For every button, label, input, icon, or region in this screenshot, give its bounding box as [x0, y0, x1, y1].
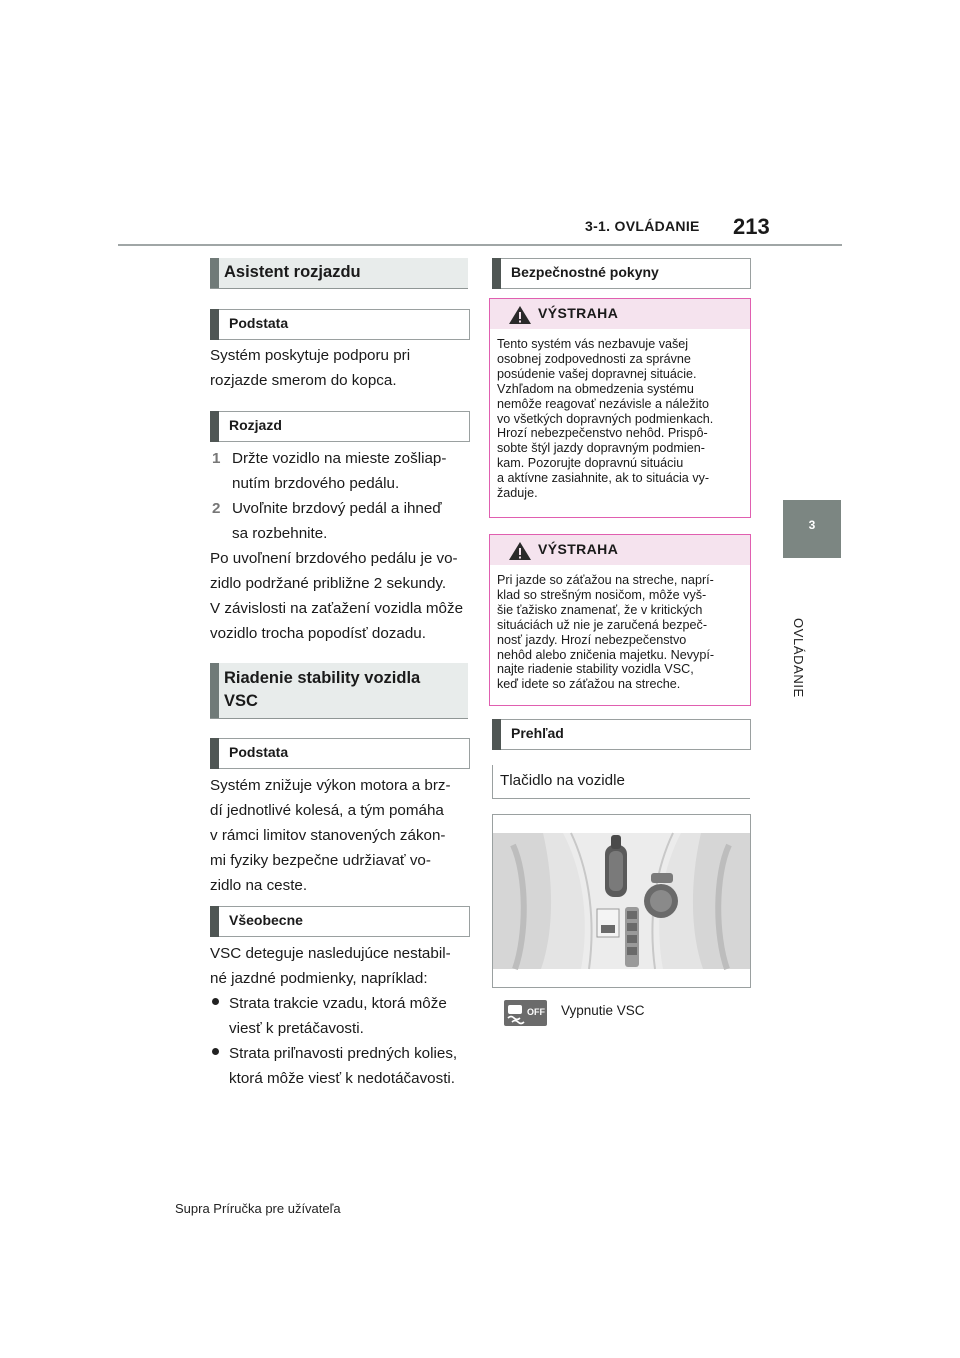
- warning-text: [497, 337, 713, 501]
- paragraph-release: [210, 546, 458, 596]
- subheading-bar: [492, 258, 501, 289]
- text-line: klad so strešným nosičom, môže vyš-: [497, 587, 707, 602]
- text-line: Hrozí nebezpečenstvo nehôd. Prispô-: [497, 426, 708, 441]
- subheading-text: Rozjazd: [229, 417, 282, 433]
- text-line: a aktívne zasiahnite, ak to situácia vy-: [497, 471, 710, 486]
- subheading-bar: [210, 906, 219, 937]
- chapter-number: 3: [808, 518, 816, 532]
- subheading-bar: [210, 738, 219, 769]
- text-line: VSC deteguje nasledujúce nestabil-: [210, 945, 451, 962]
- warning-box: [489, 298, 751, 518]
- section-title: 3-1. OVLÁDANIE: [585, 218, 700, 234]
- bullet-item: [212, 991, 447, 1041]
- text-line: zidlo podržané približne 2 sekundy.: [210, 575, 447, 592]
- bullet-icon: [212, 998, 219, 1005]
- text-line: dí jednotlivé kolesá, a tým pomáha: [210, 802, 444, 819]
- button-caption: Vypnutie VSC: [561, 1003, 645, 1018]
- text-line: sa rozbehnite.: [232, 525, 328, 542]
- text-line: Systém znižuje výkon motora a brz-: [210, 777, 451, 794]
- heading-asistent-rozjazdu: [210, 258, 468, 289]
- text-line: osobnej zodpovednosti za správne: [497, 351, 691, 366]
- text-line: ktorá môže viesť k nedotáčavosti.: [229, 1070, 456, 1087]
- paragraph-podstata: [210, 343, 410, 393]
- text-line: keď idete so záťažou na streche.: [497, 677, 681, 692]
- subheading-text: Všeobecne: [229, 912, 303, 928]
- heading-bar: [210, 258, 219, 288]
- bullet-item: [212, 1041, 457, 1091]
- text-line: viesť k pretáčavosti.: [229, 1020, 364, 1037]
- heading-vsc: [210, 663, 468, 719]
- text-line: šie ťažisko znamenať, že v kritických: [497, 602, 703, 617]
- text-line: vo všetkých dopravných podmienkach.: [497, 411, 714, 426]
- text-line: posúdenie vašej dopravnej situácie.: [497, 366, 697, 381]
- vsc-off-button-icon: [504, 1000, 547, 1026]
- subheading-text: Podstata: [229, 315, 289, 331]
- warning-box: [489, 534, 751, 706]
- text-line: situáciách už nie je zaručená bezpeč-: [497, 617, 708, 632]
- text-line: vozidlo trocha popodísť dozadu.: [210, 625, 426, 642]
- text-line: Vzhľadom na obmedzenia systému: [497, 381, 694, 396]
- warning-text: [497, 573, 714, 692]
- page-number: 213: [733, 214, 770, 239]
- text-line: V závislosti na zaťažení vozidla môže: [210, 600, 464, 617]
- text-line: mi fyziky bezpečne udržiavať vo-: [210, 852, 431, 869]
- text-line: Po uvoľnení brzdového pedálu je vo-: [210, 550, 458, 567]
- warning-triangle-icon: [508, 541, 532, 561]
- heading-bar: [210, 663, 219, 718]
- heading-text: Asistent rozjazdu: [224, 263, 361, 281]
- text-line: nutím brzdového pedálu.: [232, 475, 400, 492]
- center-console-illustration: [493, 815, 750, 987]
- text-line: nehôd alebo zničenia majetku. Nevypí-: [497, 647, 715, 662]
- warning-triangle-icon: [508, 305, 532, 325]
- step-1: [212, 446, 220, 471]
- text-line: najte riadenie stability vozidla VSC,: [497, 662, 694, 677]
- step-number: 1: [212, 450, 221, 467]
- console-image: [492, 814, 751, 988]
- step-2-text: [232, 496, 442, 546]
- subheading-vseobecne: [210, 906, 470, 937]
- text-line: nemôže reagovať nezávisle a náležito: [497, 396, 709, 411]
- subheading-bezpecnostne-pokyny: [492, 258, 751, 289]
- text-line: Pri jazde so záťažou na streche, naprí-: [497, 573, 714, 587]
- subheading-text: Prehľad: [511, 725, 564, 741]
- chapter-label: OVLÁDANIE: [791, 618, 806, 698]
- subheading-podstata-vsc: [210, 738, 470, 769]
- text-line: žaduje.: [497, 486, 538, 501]
- step-1-text: [232, 446, 446, 496]
- step-2: [212, 496, 220, 521]
- subheading-prehlad: [492, 719, 751, 750]
- subheading-bar: [210, 411, 219, 442]
- text-line: Držte vozidlo na mieste zošliap-: [232, 450, 447, 467]
- button-off-label: OFF: [527, 1007, 545, 1017]
- text-line: Systém poskytuje podporu pri: [210, 347, 411, 364]
- footer-title: Supra Príručka pre užívateľa: [175, 1201, 341, 1216]
- text-line: Strata priľnavosti predných kolies,: [229, 1045, 458, 1062]
- paragraph-load: [210, 596, 463, 646]
- text-line: Tento systém vás nezbavuje vašej: [497, 337, 689, 351]
- text-line: v rámci limitov stanovených zákon-: [210, 827, 446, 844]
- text-line: zidlo na ceste.: [210, 877, 308, 894]
- overview-subheading-text: Tlačidlo na vozidle: [500, 772, 625, 789]
- header-rule: [118, 244, 842, 246]
- text-line: Uvoľnite brzdový pedál a ihneď: [232, 500, 442, 517]
- warning-title: VÝSTRAHA: [538, 305, 619, 321]
- text-line: né jazdné podmienky, napríklad:: [210, 970, 428, 987]
- step-number: 2: [212, 500, 221, 517]
- warning-title: VÝSTRAHA: [538, 541, 619, 557]
- text-line: sobte štýl jazdy dopravným podmien-: [497, 441, 705, 456]
- subheading-text: Bezpečnostné pokyny: [511, 264, 659, 280]
- text-line: rozjazde smerom do kopca.: [210, 372, 397, 389]
- heading-text: Riadenie stability vozidla: [224, 669, 421, 687]
- text-line: kam. Pozorujte dopravnú situáciu: [497, 456, 684, 471]
- heading-text: VSC: [224, 692, 258, 710]
- paragraph-podstata-vsc: [210, 773, 451, 898]
- text-line: Strata trakcie vzadu, ktorá môže: [229, 995, 447, 1012]
- overview-subheading: [492, 765, 750, 799]
- text-line: nosť jazdy. Hrozí nebezpečenstvo: [497, 632, 687, 647]
- subheading-bar: [492, 719, 501, 750]
- bullet-icon: [212, 1048, 219, 1055]
- subheading-bar: [210, 309, 219, 340]
- subheading-podstata: [210, 309, 470, 340]
- paragraph-vseobecne: [210, 941, 451, 991]
- subheading-rozjazd: [210, 411, 470, 442]
- subheading-text: Podstata: [229, 744, 289, 760]
- chapter-label-wrap: [770, 618, 830, 738]
